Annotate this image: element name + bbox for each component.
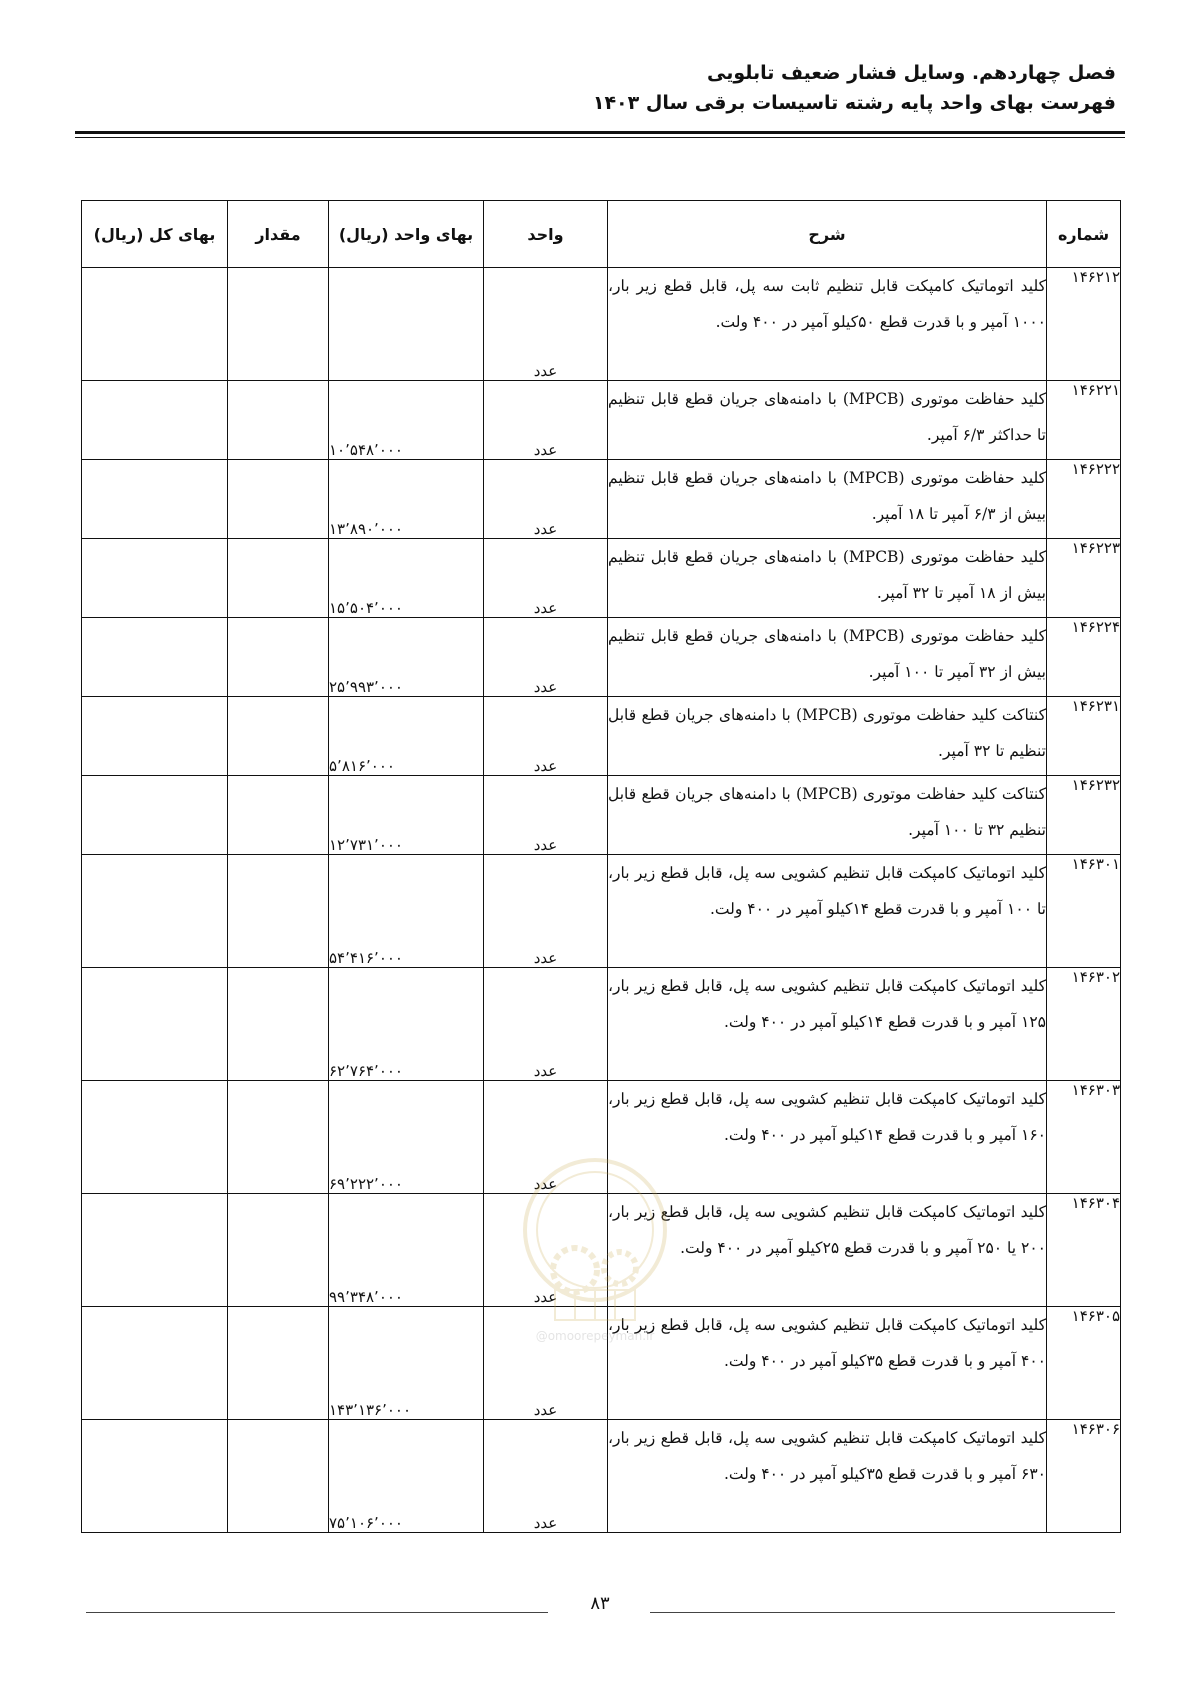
item-total-price xyxy=(82,268,228,381)
item-unit: عدد xyxy=(484,268,608,381)
item-number: ۱۴۶۲۲۱ xyxy=(1047,381,1121,460)
item-total-price xyxy=(82,1194,228,1307)
item-number: ۱۴۶۲۱۲ xyxy=(1047,268,1121,381)
item-quantity xyxy=(228,618,329,697)
watermark-text: @omoorepeyman.ir xyxy=(535,1329,655,1343)
price-list-title: فهرست بهای واحد پایه رشته تاسیسات برقی سال ۱۴۰۳ xyxy=(592,92,1116,114)
col-header-description: شرح xyxy=(608,201,1047,268)
header-rule-thick xyxy=(75,131,1125,134)
col-header-number: شماره xyxy=(1047,201,1121,268)
item-unit-price xyxy=(329,268,484,381)
item-total-price xyxy=(82,855,228,968)
item-quantity xyxy=(228,1420,329,1533)
item-description: کنتاکت کلید حفاظت موتوری (MPCB) با دامنه‌های جریان قطع قابل تنظیم تا ۳۲ آمپر. xyxy=(608,697,1047,776)
item-unit-price: ۶۲٬۷۶۴٬۰۰۰ xyxy=(329,968,484,1081)
item-unit-price: ۷۵٬۱۰۶٬۰۰۰ xyxy=(329,1420,484,1533)
item-total-price xyxy=(82,618,228,697)
item-quantity xyxy=(228,968,329,1081)
table-row xyxy=(82,618,1121,697)
col-header-unit-price: بهای واحد (ریال) xyxy=(329,201,484,268)
item-unit-price: ۱۲٬۷۳۱٬۰۰۰ xyxy=(329,776,484,855)
item-number: ۱۴۶۲۲۳ xyxy=(1047,539,1121,618)
item-total-price xyxy=(82,776,228,855)
item-number: ۱۴۶۲۳۲ xyxy=(1047,776,1121,855)
item-unit-price: ۱۴۳٬۱۳۶٬۰۰۰ xyxy=(329,1307,484,1420)
table-row xyxy=(82,968,1121,1081)
table-row xyxy=(82,776,1121,855)
item-quantity xyxy=(228,697,329,776)
page-number: ۸۳ xyxy=(590,1593,610,1614)
item-quantity xyxy=(228,1081,329,1194)
item-number: ۱۴۶۳۰۳ xyxy=(1047,1081,1121,1194)
item-description: کلید اتوماتیک کامپکت قابل تنظیم کشویی سه پل، قابل قطع زیر بار، ۱۶۰ آمپر و با قدرت قطع ۱۴کیلو آمپر در ۴۰۰ ولت. xyxy=(608,1081,1047,1194)
item-unit: عدد xyxy=(484,1081,608,1194)
item-unit: عدد xyxy=(484,539,608,618)
item-quantity xyxy=(228,855,329,968)
item-total-price xyxy=(82,539,228,618)
item-number: ۱۴۶۲۲۴ xyxy=(1047,618,1121,697)
watermark-seal-logo xyxy=(495,1150,695,1350)
item-quantity xyxy=(228,460,329,539)
table-row xyxy=(82,1420,1121,1533)
item-unit: عدد xyxy=(484,460,608,539)
item-number: ۱۴۶۳۰۲ xyxy=(1047,968,1121,1081)
item-unit: عدد xyxy=(484,1420,608,1533)
item-unit-price: ۱۰٬۵۴۸٬۰۰۰ xyxy=(329,381,484,460)
item-unit: عدد xyxy=(484,855,608,968)
col-header-total-price: بهای کل (ریال) xyxy=(82,201,228,268)
col-header-quantity: مقدار xyxy=(228,201,329,268)
table-row xyxy=(82,460,1121,539)
item-unit-price: ۵۴٬۴۱۶٬۰۰۰ xyxy=(329,855,484,968)
item-unit-price: ۹۹٬۳۴۸٬۰۰۰ xyxy=(329,1194,484,1307)
table-row xyxy=(82,381,1121,460)
item-unit: عدد xyxy=(484,776,608,855)
item-number: ۱۴۶۳۰۱ xyxy=(1047,855,1121,968)
item-description: کلید حفاظت موتوری (MPCB) با دامنه‌های جریان قطع قابل تنظیم بیش از ۳۲ آمپر تا ۱۰۰ آمپر. xyxy=(608,618,1047,697)
item-quantity xyxy=(228,1307,329,1420)
item-number: ۱۴۶۲۳۱ xyxy=(1047,697,1121,776)
item-number: ۱۴۶۳۰۴ xyxy=(1047,1194,1121,1307)
item-unit: عدد xyxy=(484,697,608,776)
item-total-price xyxy=(82,697,228,776)
col-header-unit: واحد xyxy=(484,201,608,268)
table-header-row xyxy=(82,201,1121,268)
chapter-title: فصل چهاردهم. وسایل فشار ضعیف تابلویی xyxy=(706,62,1116,84)
item-description: کلید حفاظت موتوری (MPCB) با دامنه‌های جریان قطع قابل تنظیم بیش از ۶/۳ آمپر تا ۱۸ آمپر. xyxy=(608,460,1047,539)
item-description: کنتاکت کلید حفاظت موتوری (MPCB) با دامنه‌های جریان قطع قابل تنظیم ۳۲ تا ۱۰۰ آمپر. xyxy=(608,776,1047,855)
item-unit: عدد xyxy=(484,968,608,1081)
item-quantity xyxy=(228,776,329,855)
table-row xyxy=(82,268,1121,381)
item-total-price xyxy=(82,1420,228,1533)
item-total-price xyxy=(82,968,228,1081)
item-unit: عدد xyxy=(484,618,608,697)
item-description: کلید اتوماتیک کامپکت قابل تنظیم کشویی سه پل، قابل قطع زیر بار، ۲۰۰ یا ۲۵۰ آمپر و با قدرت قطع ۲۵کیلو آمپر در ۴۰۰ ولت. xyxy=(608,1194,1047,1307)
item-description: کلید اتوماتیک کامپکت قابل تنظیم کشویی سه پل، قابل قطع زیر بار، ۶۳۰ آمپر و با قدرت قطع ۳۵کیلو آمپر در ۴۰۰ ولت. xyxy=(608,1420,1047,1533)
table-row xyxy=(82,539,1121,618)
item-total-price xyxy=(82,1307,228,1420)
item-unit: عدد xyxy=(484,381,608,460)
item-description: کلید حفاظت موتوری (MPCB) با دامنه‌های جریان قطع قابل تنظیم تا حداکثر ۶/۳ آمپر. xyxy=(608,381,1047,460)
item-number: ۱۴۶۳۰۵ xyxy=(1047,1307,1121,1420)
item-total-price xyxy=(82,460,228,539)
item-unit-price: ۱۳٬۸۹۰٬۰۰۰ xyxy=(329,460,484,539)
page-header xyxy=(66,58,1116,118)
item-unit-price: ۲۵٬۹۹۳٬۰۰۰ xyxy=(329,618,484,697)
item-unit: عدد xyxy=(484,1194,608,1307)
footer-rule-left xyxy=(86,1612,548,1613)
item-description: کلید اتوماتیک کامپکت قابل تنظیم کشویی سه پل، قابل قطع زیر بار، ۴۰۰ آمپر و با قدرت قطع ۳۵کیلو آمپر در ۴۰۰ ولت. xyxy=(608,1307,1047,1420)
item-quantity xyxy=(228,1194,329,1307)
item-unit-price: ۶۹٬۲۲۲٬۰۰۰ xyxy=(329,1081,484,1194)
item-description: کلید اتوماتیک کامپکت قابل تنظیم ثابت سه پل، قابل قطع زیر بار، ۱۰۰۰ آمپر و با قدرت قطع ۵۰کیلو آمپر در ۴۰۰ ولت. xyxy=(608,268,1047,381)
item-quantity xyxy=(228,381,329,460)
item-unit-price: ۱۵٬۵۰۴٬۰۰۰ xyxy=(329,539,484,618)
item-unit: عدد xyxy=(484,1307,608,1420)
item-unit-price: ۵٬۸۱۶٬۰۰۰ xyxy=(329,697,484,776)
item-number: ۱۴۶۲۲۲ xyxy=(1047,460,1121,539)
item-description: کلید اتوماتیک کامپکت قابل تنظیم کشویی سه پل، قابل قطع زیر بار، تا ۱۰۰ آمپر و با قدرت قطع ۱۴کیلو آمپر در ۴۰۰ ولت. xyxy=(608,855,1047,968)
header-rule-thin xyxy=(75,137,1125,138)
item-quantity xyxy=(228,539,329,618)
table-row xyxy=(82,697,1121,776)
footer-rule-right xyxy=(650,1612,1115,1613)
item-description: کلید اتوماتیک کامپکت قابل تنظیم کشویی سه پل، قابل قطع زیر بار، ۱۲۵ آمپر و با قدرت قطع ۱۴کیلو آمپر در ۴۰۰ ولت. xyxy=(608,968,1047,1081)
item-total-price xyxy=(82,1081,228,1194)
item-total-price xyxy=(82,381,228,460)
item-quantity xyxy=(228,268,329,381)
item-description: کلید حفاظت موتوری (MPCB) با دامنه‌های جریان قطع قابل تنظیم بیش از ۱۸ آمپر تا ۳۲ آمپر. xyxy=(608,539,1047,618)
item-number: ۱۴۶۳۰۶ xyxy=(1047,1420,1121,1533)
table-row xyxy=(82,855,1121,968)
